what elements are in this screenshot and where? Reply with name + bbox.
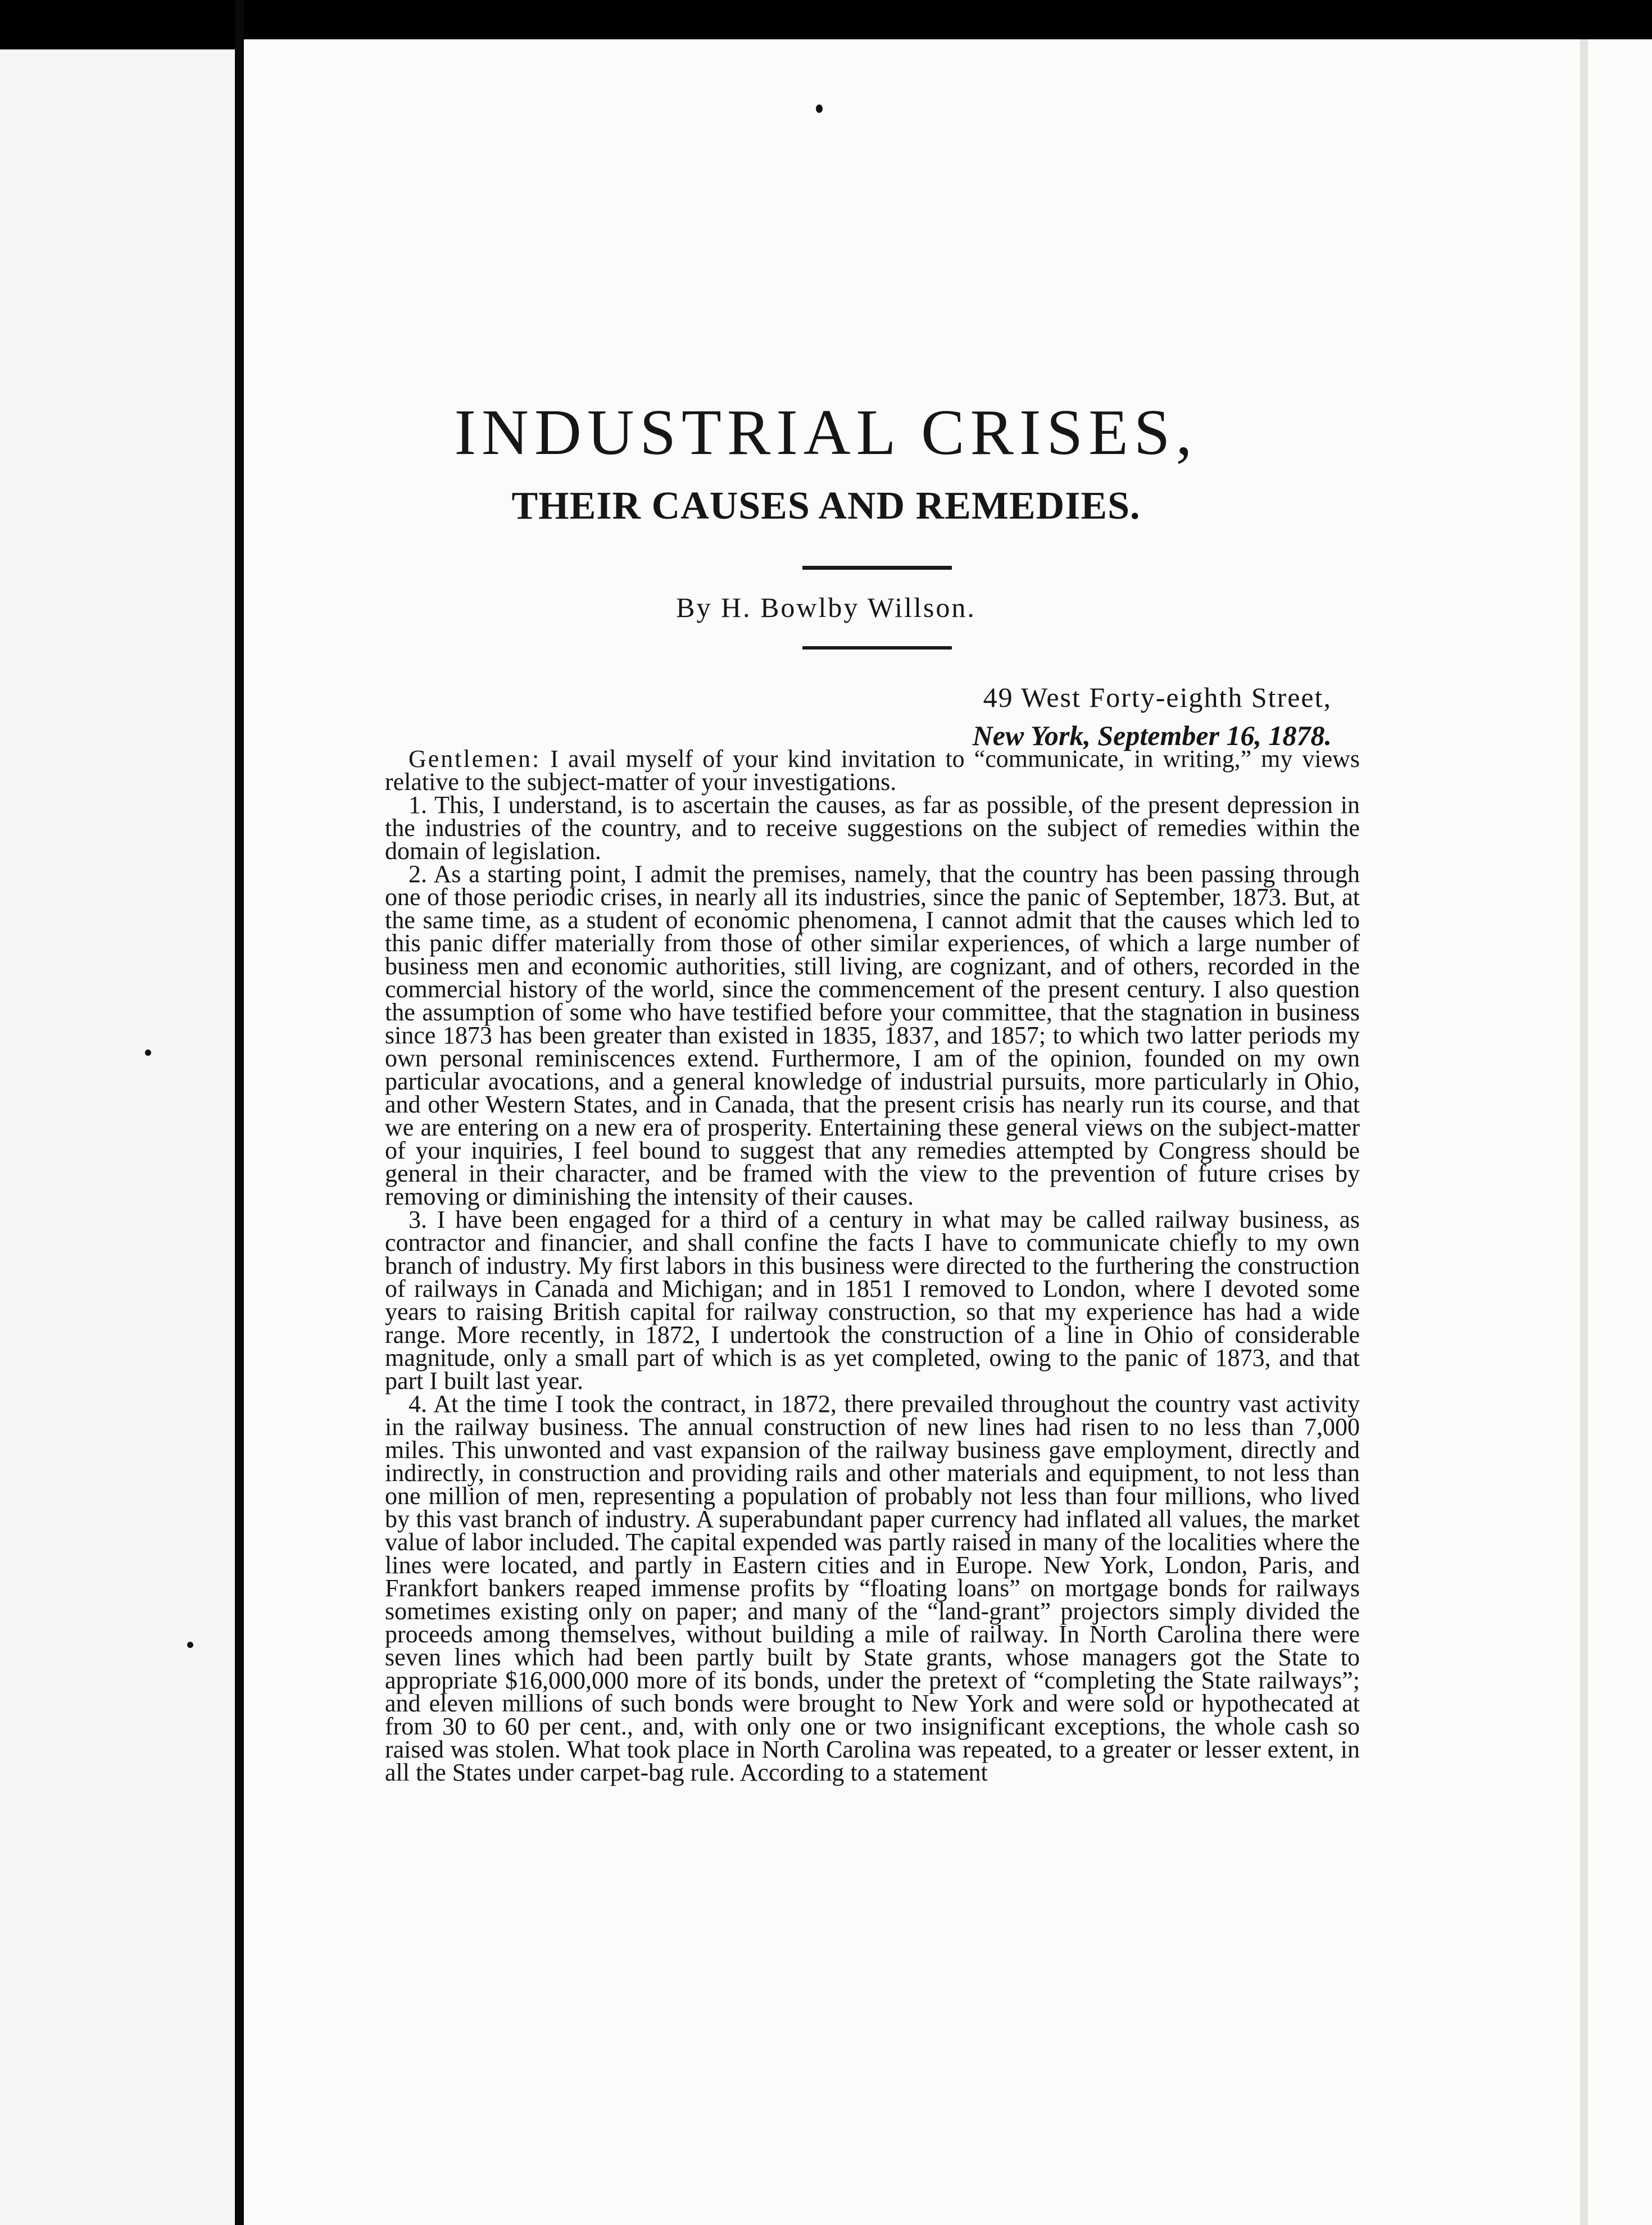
document-subtitle: THEIR CAUSES AND REMEDIES. [511, 484, 1141, 528]
facing-blank-page [0, 49, 235, 2225]
book-gutter [235, 0, 244, 2225]
address-street: 49 West Forty-eighth Street, [983, 682, 1332, 713]
title-divider [802, 566, 952, 570]
address-dateline: New York, September 16, 1878. [972, 720, 1332, 751]
letter-body [385, 747, 1360, 1784]
letter-intro: I avail myself of your kind invitation to “communicate, in writing,” my views relative to the subject-matter of your investigations. [385, 745, 1360, 796]
byline-divider [802, 646, 952, 650]
paragraph-1: 1. This, I understand, is to ascertain the causes, as far as possible, of the present depression in the industries of the country, and to receive suggestions on the subject of remedies within the domain of legislation. [385, 791, 1360, 865]
salutation: Gentlemen: [409, 745, 541, 773]
author-byline: By H. Bowlby Willson. [676, 592, 976, 623]
page-edge-shadow [1580, 39, 1588, 2225]
paragraph-3: 3. I have been engaged for a third of a century in what may be called railway business, as contractor and financier, and shall confine the facts I have to communicate chiefly to my own branch of industry. My first labors in this business were directed to the furthering the construction of railways in Canada and Michigan; and in 1851 I removed to London, where I devoted some years to raising British capital for railway construction, so that my experience has had a wide range. More recently, in 1872, I undertook the construction of a line in Ohio of considerable magnitude, only a small part of which is as yet completed, owing to the panic of 1873, and that part I built last year. [385, 1206, 1360, 1395]
document-title: INDUSTRIAL CRISES, [454, 397, 1198, 469]
ink-speck [145, 1050, 151, 1056]
ink-speck [816, 105, 823, 113]
ink-speck [187, 1642, 193, 1648]
paragraph-2: 2. As a starting point, I admit the premises, namely, that the country has been passing through one of those periodic crises, in nearly all its industries, since the panic of September, 1873. But, at the same time, as a student of economic phenomena, I cannot admit that the causes which led to this panic differ materially from those of other similar experiences, of which a large number of business men and economic authorities, still living, are cognizant, and of others, recorded in the commercial history of the world, since the commencement of the present century. I also question the assumption of some who have testified before your committee, that the stagnation in business since 1873 has been greater than existed in 1835, 1837, and 1857; to which two latter periods my own personal reminiscences extend. Furthermore, I am of the opinion, founded on my own particular avocations, and a general knowledge of industrial pursuits, more particularly in Ohio, and other Western States, and in Canada, that the present crisis has nearly run its course, and that we are entering on a new era of prosperity. Entertaining these general views on the subject-matter of your inquiries, I feel bound to suggest that any remedies attempted by Congress should be general in their character, and be framed with the view to the prevention of future crises by removing or diminishing the intensity of their causes. [385, 860, 1360, 1210]
paragraph-4: 4. At the time I took the contract, in 1872, there prevailed throughout the country vast activity in the railway business. The annual construction of new lines had risen to no less than 7,000 miles. This unwonted and vast expansion of the railway business gave employment, directly and indirectly, in construction and providing rails and other materials and equipment, to not less than one million of men, representing a population of probably not less than four millions, who lived by this vast branch of industry. A superabundant paper currency had inflated all values, the market value of labor included. The capital expended was partly raised in many of the localities where the lines were located, and partly in Eastern cities and in Europe. New York, London, Paris, and Frankfort bankers reaped immense profits by “floating loans” on mortgage bonds for railways sometimes existing only on paper; and many of the “land-grant” projectors simply divided the proceeds among themselves, without building a mile of railway. In North Carolina there were seven lines which had been partly built by State grants, whose managers got the State to appropriate $16,000,000 more of its bonds, under the pretext of “completing the State railways”; and eleven millions of such bonds were brought to New York and were sold or hypothecated at from 30 to 60 per cent., and, with only one or two insignificant exceptions, the whole cash so raised was stolen. What took place in North Carolina was repeated, to a greater or lesser extent, in all the States under carpet-bag rule. According to a statement [385, 1390, 1360, 1786]
letter-opening [385, 745, 1360, 796]
